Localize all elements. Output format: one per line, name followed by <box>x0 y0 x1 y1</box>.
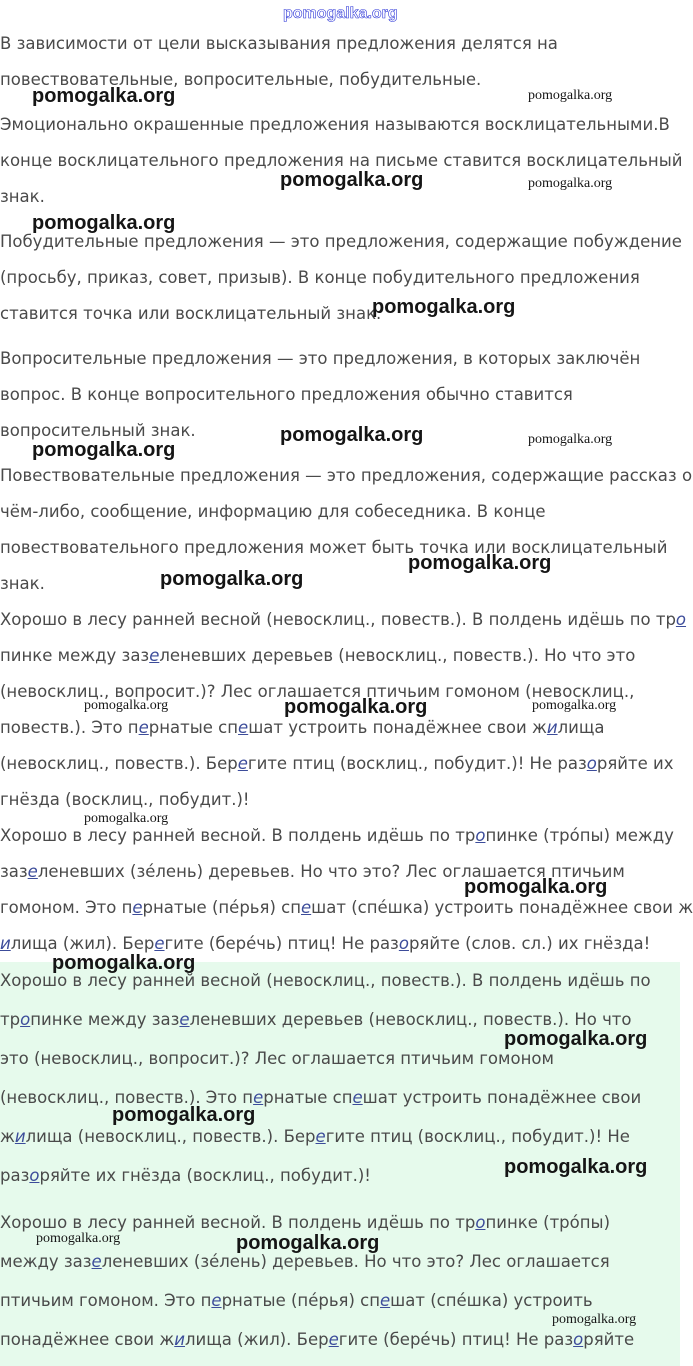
watermark: pomogalka.org <box>280 424 424 446</box>
watermark: pomogalka.org <box>36 1231 121 1246</box>
text-run: леневших (зéлень) деревьев. Но что это? Лес оглашается птичьим <box>37 862 625 881</box>
text-run: леневших деревьев (невосклиц., повеств.). Но что <box>189 1010 632 1029</box>
highlighted-letter: е <box>301 898 312 917</box>
exercise-a-line <box>0 601 687 638</box>
highlighted-letter: е <box>179 1010 190 1029</box>
highlighted-letter: е <box>154 934 165 953</box>
exclamatory-line: знак. <box>0 187 45 206</box>
watermark: pomogalka.org <box>32 85 176 107</box>
text-run: понадёжнее свои ж <box>0 1330 175 1349</box>
text-run: шат (спéшка) устроить <box>390 1291 593 1310</box>
highlighted-letter: е <box>132 898 143 917</box>
watermark: pomogalka.org <box>52 952 196 974</box>
exercise-c-line <box>0 1118 680 1155</box>
watermark: pomogalka.org <box>528 176 613 191</box>
interrogative-line: вопросительный знак. <box>0 421 196 440</box>
text-run: Хорошо в лесу ранней весной (невосклиц., повеств.). В полдень идёшь по <box>0 971 651 990</box>
highlighted-letter: и <box>174 1330 185 1349</box>
highlighted-letter: о <box>475 1213 486 1232</box>
text-run: заз <box>0 862 28 881</box>
text-run: шат (спéшка) устроить понадёжнее свои ж <box>311 898 693 917</box>
intro-line: повествовательные, вопросительные, побудительные. <box>0 70 482 89</box>
highlighted-letter: е <box>149 646 160 665</box>
highlighted-letter: е <box>91 1252 102 1271</box>
highlighted-letter: о <box>586 754 597 773</box>
highlighted-letter: е <box>138 718 149 737</box>
text-run: гите птиц (восклиц., побудит.)! Не раз <box>247 754 587 773</box>
text-run: лища <box>557 718 605 737</box>
watermark: pomogalka.org <box>280 169 424 191</box>
text-run: лища (жил). Бер <box>10 934 155 953</box>
text-run: Хорошо в лесу ранней весной. В полдень идёшь по тр <box>0 826 476 845</box>
highlighted-letter: е <box>328 1330 339 1349</box>
narrative-line: чём-либо, сообщение, информацию для собеседника. В конце <box>0 502 546 521</box>
watermark: pomogalka.org <box>552 1312 637 1327</box>
text-run: повеств.). Это п <box>0 718 139 737</box>
highlighted-letter: е <box>27 862 38 881</box>
text-run: рнатые (пéрья) сп <box>221 1291 381 1310</box>
text-run: раз <box>0 1166 30 1185</box>
text-run: пинке между заз <box>0 646 150 665</box>
text-run: пинке (трóпы) между <box>485 826 674 845</box>
highlighted-letter: е <box>238 718 249 737</box>
highlighted-letter: е <box>211 1291 222 1310</box>
highlighted-letter: о <box>675 610 687 629</box>
highlighted-letter: о <box>475 826 486 845</box>
text-run: рнатые (пéрья) сп <box>142 898 301 917</box>
narrative-line: повествовательного предложения может быть точка или восклицательный <box>0 538 668 557</box>
narrative-line: Повествовательные предложения — это предложения, содержащие рассказ о <box>0 466 693 485</box>
watermark: pomogalka.org <box>528 432 613 447</box>
text-run: лища (невосклиц., повеств.). Бер <box>25 1127 316 1146</box>
watermark: pomogalka.org <box>112 1104 256 1126</box>
watermark: pomogalka.org <box>504 1028 648 1050</box>
exercise-a-line <box>0 745 680 782</box>
exclamatory-line: конце восклицательного предложения на письме ставится восклицательный <box>0 151 683 170</box>
text-run: гите птиц (восклиц., побудит.)! Не <box>325 1127 630 1146</box>
exercise-a-line <box>0 637 680 674</box>
intro-line: В зависимости от цели высказывания предложения делятся на <box>0 34 558 53</box>
highlighted-letter: о <box>20 1010 31 1029</box>
text-run: (невосклиц., вопросит.)? Лес оглашается птичьим гомоном (невосклиц., <box>0 682 635 701</box>
text-run: рнатые сп <box>148 718 239 737</box>
imperative-line: Побудительные предложения — это предложения, содержащие побуждение <box>0 232 682 251</box>
text-run: ряйте их <box>596 754 674 773</box>
interrogative-line: Вопросительные предложения — это предложения, в которых заключён <box>0 349 641 368</box>
watermark: pomogalka.org <box>528 88 613 103</box>
text-run: рнатые сп <box>263 1088 353 1107</box>
text-run: гите (берéчь) птиц! Не раз <box>338 1330 574 1349</box>
text-run: птичьим гомоном. Это п <box>0 1291 212 1310</box>
highlighted-letter: е <box>380 1291 391 1310</box>
watermark: pomogalka.org <box>532 698 617 713</box>
watermark: pomogalka.org <box>32 439 176 461</box>
text-run: леневших деревьев (невосклиц., повеств.). Но что это <box>159 646 636 665</box>
text-run: (невосклиц., повеств.). Бер <box>0 754 238 773</box>
highlighted-letter: и <box>0 934 11 953</box>
watermark: pomogalka.org <box>32 212 176 234</box>
text-run: гите (берéчь) птиц! Не раз <box>164 934 399 953</box>
text-run: Хорошо в лесу ранней весной. В полдень идёшь по тр <box>0 1213 476 1232</box>
text-run: шат устроить понадёжнее свои <box>362 1088 642 1107</box>
highlighted-letter: о <box>29 1166 40 1185</box>
watermark: pomogalka.org <box>464 876 608 898</box>
text-run: гомоном. Это п <box>0 898 133 917</box>
watermark-top: pomogalka.org <box>283 5 398 22</box>
watermark: pomogalka.org <box>84 811 169 826</box>
text-run: ряйте <box>583 1330 635 1349</box>
highlighted-letter: е <box>253 1088 264 1107</box>
highlighted-letter: и <box>546 718 558 737</box>
text-run: (невосклиц., повеств.). Это п <box>0 1088 254 1107</box>
interrogative-line: вопрос. В конце вопросительного предложения обычно ставится <box>0 385 573 404</box>
text-run: это (невосклиц., вопросит.)? Лес оглашается птичьим гомоном <box>0 1049 554 1068</box>
highlighted-letter: о <box>398 934 409 953</box>
highlighted-letter: и <box>14 1127 26 1146</box>
text-run: тр <box>0 1010 21 1029</box>
text-run: леневших (зéлень) деревьев. Но что это? Лес оглашается <box>101 1252 610 1271</box>
watermark: pomogalka.org <box>408 552 552 574</box>
watermark: pomogalka.org <box>504 1156 648 1178</box>
watermark: pomogalka.org <box>84 698 169 713</box>
text-run: между заз <box>0 1252 92 1271</box>
highlighted-letter: е <box>315 1127 326 1146</box>
watermark: pomogalka.org <box>284 696 428 718</box>
text-run: гнёзда (восклиц., побудит.)! <box>0 790 250 809</box>
imperative-line: ставится точка или восклицательный знак. <box>0 304 382 323</box>
watermark: pomogalka.org <box>160 568 304 590</box>
text-run: пинке (трóпы) <box>485 1213 611 1232</box>
highlighted-letter: е <box>352 1088 363 1107</box>
text-run: ряйте (слов. сл.) их гнёзда! <box>408 934 651 953</box>
text-run: ряйте их гнёзда (восклиц., побудит.)! <box>39 1166 371 1185</box>
text-run: Хорошо в лесу ранней весной (невосклиц., повеств.). В полдень идёшь по тр <box>0 610 676 629</box>
text-run: лища (жил). Бер <box>185 1330 329 1349</box>
highlighted-letter: о <box>573 1330 584 1349</box>
watermark: pomogalka.org <box>372 296 516 318</box>
exercise-c-line <box>0 1079 680 1116</box>
text-run: шат устроить понадёжнее свои ж <box>248 718 547 737</box>
text-run: пинке между заз <box>30 1010 180 1029</box>
text-run: ж <box>0 1127 15 1146</box>
exclamatory-line: Эмоционально окрашенные предложения называются восклицательными.В <box>0 115 670 134</box>
highlighted-letter: е <box>237 754 248 773</box>
watermark: pomogalka.org <box>236 1232 380 1254</box>
narrative-line: знак. <box>0 574 45 593</box>
imperative-line: (просьбу, приказ, совет, призыв). В конце побудительного предложения <box>0 268 640 287</box>
